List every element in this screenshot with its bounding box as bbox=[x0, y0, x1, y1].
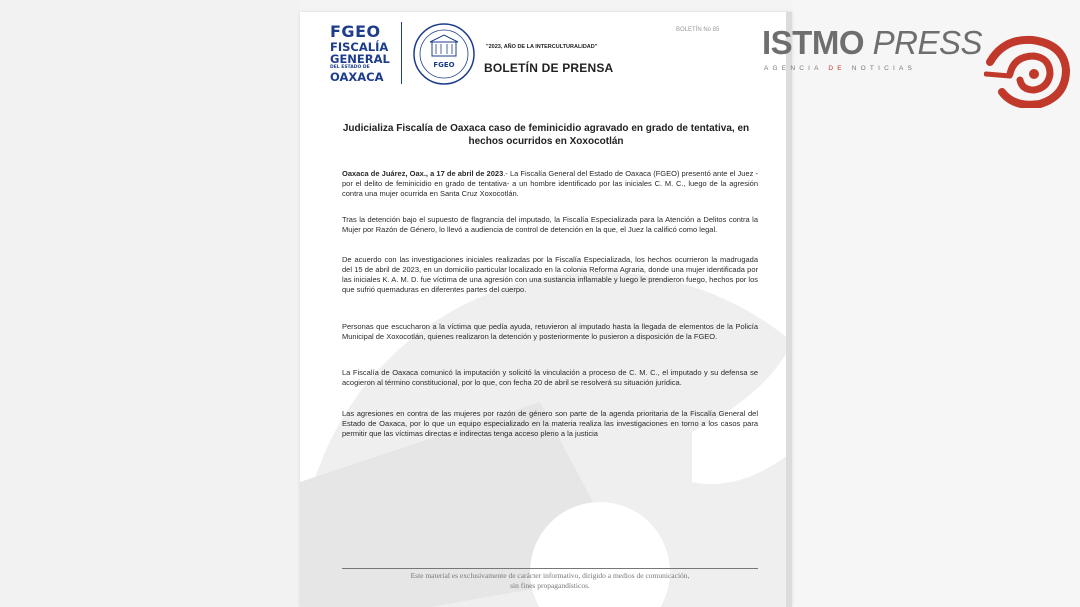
year-slogan: "2023, AÑO DE LA INTERCULTURALIDAD" bbox=[486, 44, 598, 50]
footer-line-1: Este material es exclusivamente de carácter informativo, dirigido a medios de comunicación, bbox=[410, 571, 690, 580]
brand-name bbox=[762, 24, 982, 62]
logo-divider bbox=[401, 22, 402, 84]
footer-rule bbox=[342, 568, 758, 569]
brand-name-bold: ISTMO bbox=[762, 24, 864, 61]
footer-line-2: sin fines propagandísticos. bbox=[510, 581, 590, 590]
istmo-press-logo bbox=[762, 24, 1072, 108]
paragraph-3: De acuerdo con las investigaciones iniciales realizadas por la Fiscalía Especializada, los hechos ocurrieron la madrugada del 15 de abril de 2023, en un domicilio particular localizado en la colonia Reforma Agraria, donde una mujer identificada por las iniciales K. A. M. D. fue víctima de una agresión con una sustancia inflamable y luego le prendieron fuego, hechos por los que sufrió quemaduras en diferentes partes del cuerpo. bbox=[342, 255, 758, 294]
paragraph-5: La Fiscalía de Oaxaca comunicó la imputación y solicitó la vinculación a proceso de C. M. C., el imputado y su defensa se acogieron al término constitucional, por lo que, con fecha 20 de abril se resolverá su situación jurídica. bbox=[342, 368, 758, 387]
tagline-de: DE bbox=[828, 65, 846, 72]
brand-tagline bbox=[764, 65, 916, 72]
fgeo-logo bbox=[330, 22, 394, 83]
seal-text: FGEO bbox=[433, 61, 455, 69]
paragraph-6: Las agresiones en contra de las mujeres por razón de género son parte de la agenda prioritaria de la Fiscalía General del Estado de Oaxaca, por lo que un equipo especializado en la materia realiza las investigaciones en torno a los casos para permitir que las víctimas directas e indirectas tenga acceso pleno a la justicia bbox=[342, 409, 758, 438]
paragraph-4: Personas que escucharon a la víctima que pedía ayuda, retuvieron al imputado hasta la llegada de elementos de la Policía Municipal de Xoxocotlán, quienes realizaron la detención y posteriormente lo pusieron a disposición de la FGEO. bbox=[342, 322, 758, 341]
logo-fiscalia-text: FISCALÍA bbox=[330, 40, 389, 54]
footer-disclaimer bbox=[342, 571, 758, 591]
logo-oaxaca-text: OAXACA bbox=[330, 70, 384, 84]
tagline-prefix: AGENCIA bbox=[764, 65, 823, 72]
paragraph-1-text: .- La Fiscalía General del Estado de Oaxaca (FGEO) presentó ante el Juez -por el delito de feminicidio en grado de tentativa- a un hombre identificado por las iniciales C. M. C., luego de la agresión contra una mujer ocurrida en Santa Cruz Xoxocotlán. bbox=[342, 169, 758, 198]
watermark-logo bbox=[300, 12, 792, 607]
bulletin-heading: BOLETÍN DE PRENSA bbox=[484, 61, 614, 75]
bulletin-number: BOLETÍN No 85 bbox=[676, 27, 720, 33]
background-left bbox=[0, 0, 300, 607]
istmo-swirl-icon bbox=[984, 34, 1070, 108]
logo-fgeo-text: FGEO bbox=[330, 22, 381, 41]
logo-general-text: GENERAL bbox=[330, 52, 390, 66]
dateline: Oaxaca de Juárez, Oax., a 17 de abril de 2023 bbox=[342, 169, 504, 178]
logo-del-estado-text: DEL ESTADO DE bbox=[330, 65, 370, 70]
press-release-title: Judicializa Fiscalía de Oaxaca caso de feminicidio agravado en grado de tentativa, en hechos ocurridos en Xoxocotlán bbox=[342, 123, 750, 147]
fgeo-seal-icon bbox=[412, 22, 476, 86]
paragraph-2: Tras la detención bajo el supuesto de flagrancia del imputado, la Fiscalía Especializada para la Atención a Delitos contra la Mujer por Razón de Género, lo llevó a audiencia de control de detención en la que, el Juez la calificó como legal. bbox=[342, 215, 758, 234]
paragraph-1 bbox=[342, 169, 758, 199]
press-release-page bbox=[300, 12, 792, 607]
tagline-suffix: NOTICIAS bbox=[851, 65, 917, 72]
brand-name-italic: PRESS bbox=[872, 24, 983, 61]
